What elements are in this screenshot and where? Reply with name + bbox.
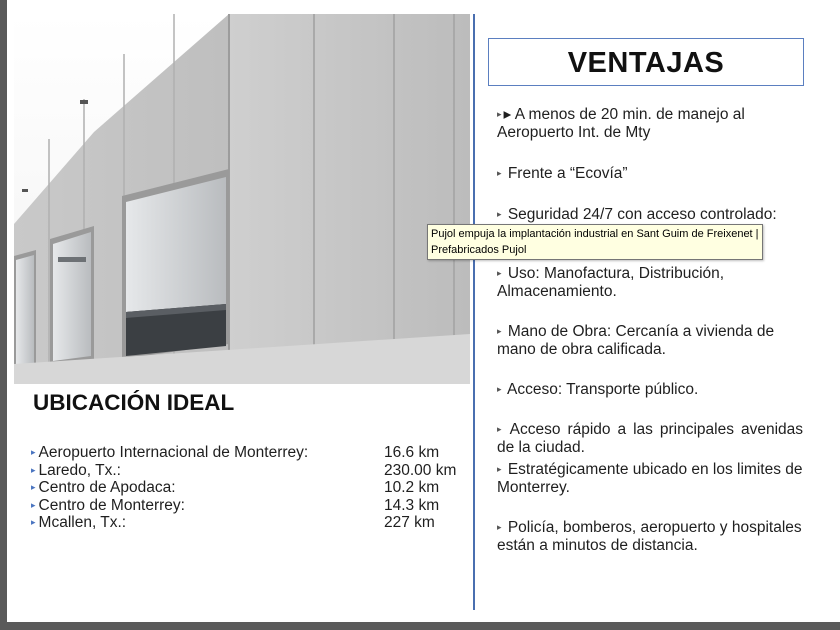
advantages-title: VENTAJAS (567, 47, 725, 79)
location-title: UBICACIÓN IDEAL (33, 390, 235, 415)
advantage-item: ▸ Uso: Manofactura, Distribución, Almacenamiento. (497, 265, 725, 300)
image-tooltip: Pujol empuja la implantación industrial en Sant Guim de Freixenet | Prefabricados Pujol (427, 224, 763, 260)
advantage-item: ▸ Mano de Obra: Cercanía a vivienda de mano de obra calificada. (497, 323, 775, 358)
advantage-item: ▸ Estratégicamente ubicado en los limites de Monterrey. (497, 461, 803, 496)
list-item: ▸ Laredo, Tx.: 230.00 km (31, 461, 457, 479)
bullet-icon: ▸ (497, 109, 502, 119)
warehouse-photo (14, 14, 470, 384)
vertical-divider (473, 14, 475, 610)
bullet-icon: ▸ (497, 168, 502, 178)
bullet-icon: ▸ (497, 209, 502, 219)
list-item: ▸ Aeropuerto Internacional de Monterrey: 16.6 km (31, 444, 440, 461)
bullet-icon: ▸ (497, 464, 502, 474)
bullet-icon: ▸ (31, 464, 36, 475)
bullet-icon: ▸ (31, 499, 36, 510)
bullet-icon: ▸ (497, 268, 502, 278)
bottom-border (0, 622, 840, 630)
list-item: ▸ Mcallen, Tx.: 227 km (31, 514, 435, 531)
bullet-icon: ▸ (497, 384, 502, 394)
bullet-icon: ▸ (497, 522, 502, 532)
advantage-item: ▸ ▸ A menos de 20 min. de manejo al Aeropuerto Int. de Mty (497, 106, 745, 141)
advantage-item: ▸ Policía, bomberos, aeropuerto y hospitales están a minutos de distancia. (497, 519, 802, 554)
bullet-icon: ▸ (31, 447, 36, 457)
bullet-icon: ▸ (31, 482, 36, 492)
advantages-title-box (488, 38, 804, 86)
list-item: ▸ Centro de Monterrey: 14.3 km (31, 496, 440, 514)
bullet-icon: ▸ (497, 424, 502, 434)
location-list (31, 444, 471, 532)
bullet-icon: ▸ (31, 517, 36, 527)
bullet-icon: ▸ (497, 326, 502, 336)
left-border (0, 0, 7, 630)
advantage-item: ▸ Acceso rápido a las principales avenidas de la ciudad. (497, 421, 803, 456)
advantage-item: ▸ Frente a “Ecovía” (497, 165, 628, 182)
advantage-item: ▸ Acceso: Transporte público. (497, 381, 699, 398)
list-item: ▸ Centro de Apodaca: 10.2 km (31, 479, 440, 496)
advantage-item: ▸ Seguridad 24/7 con acceso controlado: (497, 206, 777, 223)
